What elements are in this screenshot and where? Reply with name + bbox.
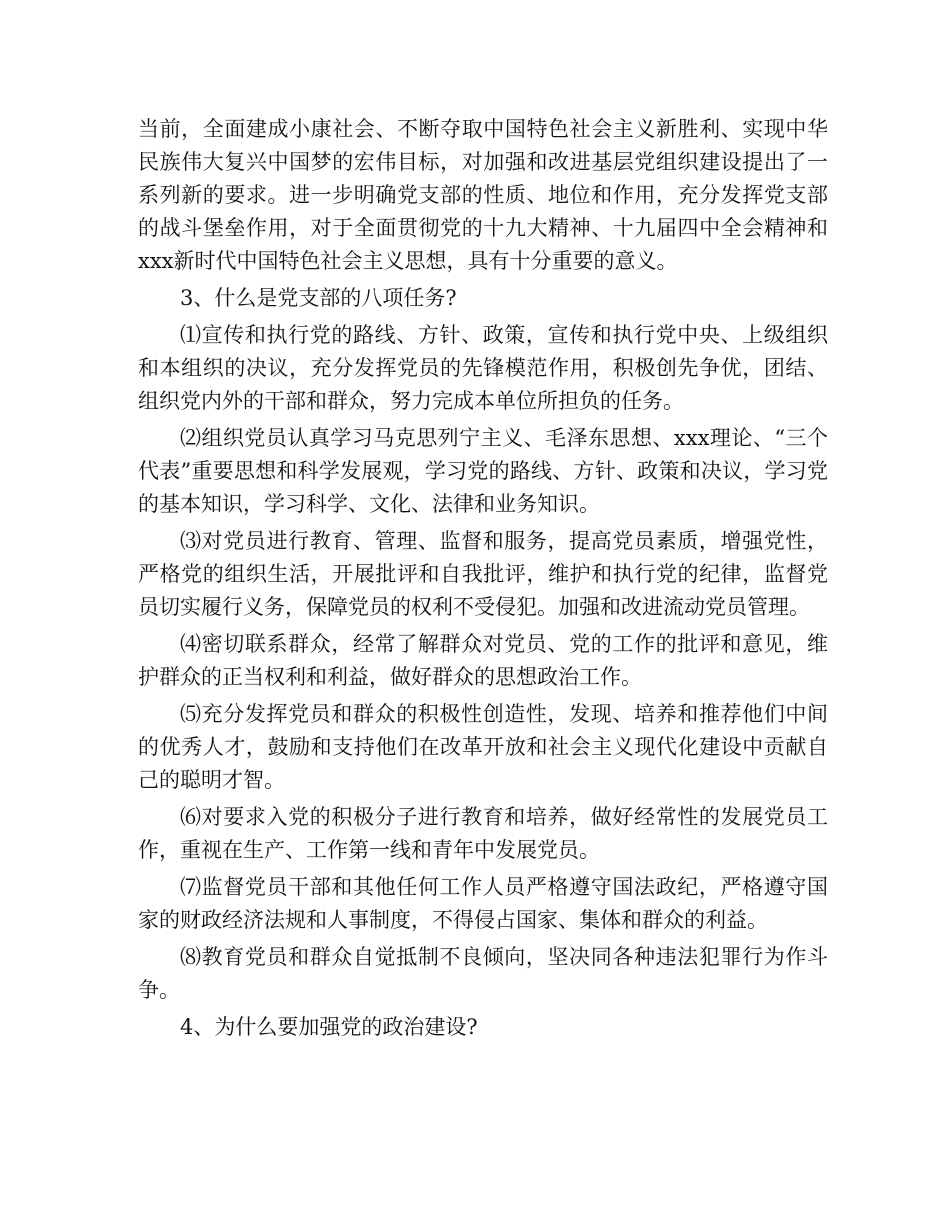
task-item-6: ⑹对要求入党的积极分子进行教育和培养，做好经常性的发展党员工作，重视在生产、工作第一线和青年中发展党员。 — [138, 805, 828, 862]
task-item-5: ⑸充分发挥党员和群众的积极性创造性，发现、培养和推荐他们中间的优秀人才，鼓励和支持他们在改革开放和社会主义现代化建设中贡献自己的聪明才智。 — [138, 702, 828, 792]
task-item-7: ⑺监督党员干部和其他任何工作人员严格遵守国法政纪，严格遵守国家的财政经济法规和人事制度，不得侵占国家、集体和群众的利益。 — [138, 875, 828, 932]
question-heading-4: 4、为什么要加强党的政治建设? — [180, 1015, 478, 1039]
task-item-3: ⑶对党员进行教育、管理、监督和服务，提高党员素质，增强党性，严格党的组织生活，开展批评和自我批评，维护和执行党的纪律，监督党员切实履行义务，保障党员的权利不受侵犯。加强和改进流动党员管理。 — [138, 529, 828, 619]
task-item-8: ⑻教育党员和群众自觉抵制不良倾向，坚决同各种违法犯罪行为作斗争。 — [138, 945, 828, 1002]
question-heading-3: 3、什么是党支部的八项任务? — [180, 286, 457, 310]
body-paragraph-intro: 当前，全面建成小康社会、不断夺取中国特色社会主义新胜利、实现中华民族伟大复兴中国梦的宏伟目标，对加强和改进基层党组织建设提出了一系列新的要求。进一步明确党支部的性质、地位和作用，充分发挥党支部的战斗堡垒作用，对于全面贯彻党的十九大精神、十九届四中全会精神和xxx新时代中国特色社会主义思想，具有十分重要的意义。 — [138, 117, 828, 273]
task-item-4: ⑷密切联系群众，经常了解群众对党员、党的工作的批评和意见，维护群众的正当权利和利益，做好群众的思想政治工作。 — [138, 632, 828, 689]
task-item-2: ⑵组织党员认真学习马克思列宁主义、毛泽东思想、xxx理论、“三个代表”重要思想和科学发展观，学习党的路线、方针、政策和决议，学习党的基本知识，学习科学、文化、法律和业务知识。 — [138, 426, 828, 516]
task-item-1: ⑴宣传和执行党的路线、方针、政策，宣传和执行党中央、上级组织和本组织的决议，充分发挥党员的先锋模范作用，积极创先争优，团结、组织党内外的干部和群众，努力完成本单位所担负的任务。 — [138, 323, 828, 413]
document-body — [138, 113, 828, 1048]
